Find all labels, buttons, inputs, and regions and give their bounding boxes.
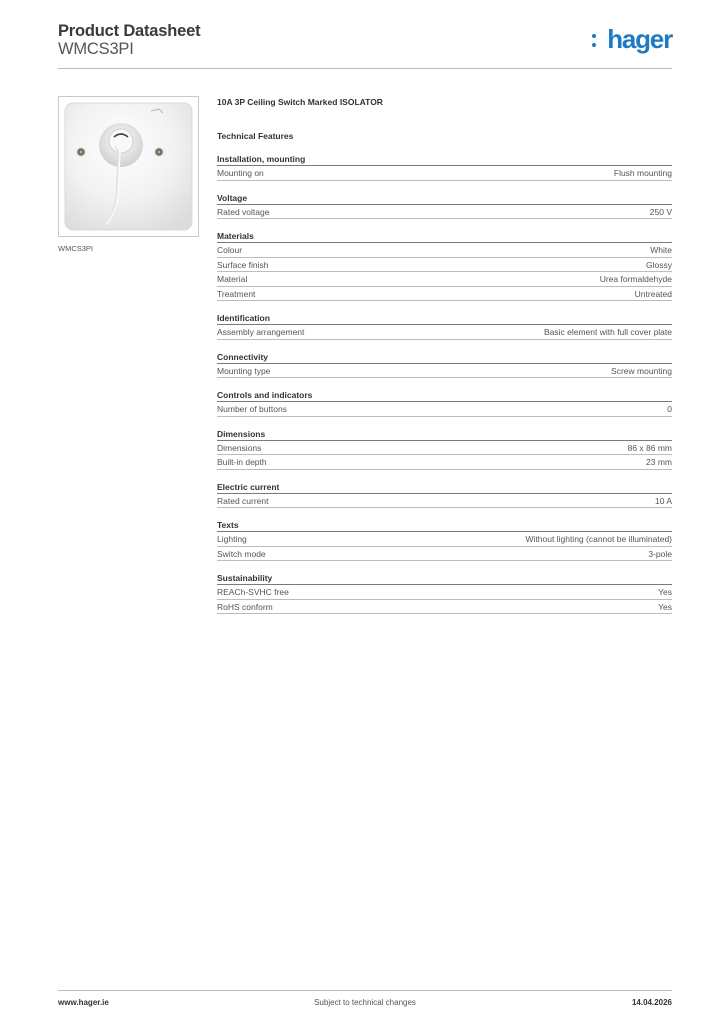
feature-value: Glossy (646, 259, 672, 270)
feature-row (217, 364, 672, 379)
feature-label: Number of buttons (217, 404, 287, 414)
feature-section (217, 519, 672, 561)
feature-row (217, 272, 672, 287)
section-title: Installation, mounting (217, 153, 672, 166)
feature-sections (217, 153, 672, 614)
feature-section (217, 481, 672, 509)
feature-label: RoHS conform (217, 601, 273, 612)
feature-value: 86 x 86 mm (627, 442, 672, 453)
feature-row (217, 325, 672, 340)
feature-value: Yes (658, 601, 672, 612)
ceiling-pull-switch-image (59, 97, 198, 236)
section-title: Materials (217, 230, 672, 243)
feature-value: Basic element with full cover plate (543, 327, 672, 337)
feature-label: Dimensions (217, 442, 262, 453)
image-caption: WMCS3PI (58, 244, 94, 253)
feature-value: 23 mm (646, 457, 672, 467)
feature-label: Mounting type (217, 365, 271, 376)
product-name: 10A 3P Ceiling Switch Marked ISOLATOR (217, 97, 383, 107)
header-divider (58, 68, 672, 69)
feature-section (217, 312, 672, 340)
feature-section (217, 389, 672, 417)
feature-row (217, 402, 672, 417)
feature-label: Assembly arrangement (217, 327, 305, 337)
feature-row (217, 166, 672, 181)
feature-label: Mounting on (217, 168, 264, 178)
feature-label: REACh-SVHC free (217, 587, 289, 597)
section-title: Connectivity (217, 351, 672, 364)
feature-row (217, 441, 672, 456)
feature-section (217, 230, 672, 301)
logo-text: hager (607, 24, 672, 54)
technical-features-heading: Technical Features (217, 131, 294, 141)
feature-row (217, 455, 672, 470)
logo-colon-icon (592, 34, 597, 52)
feature-label: Switch mode (217, 548, 266, 559)
feature-section (217, 192, 672, 220)
product-details (217, 96, 672, 614)
footer-website[interactable]: www.hager.ie (58, 998, 109, 1007)
feature-label: Treatment (217, 288, 256, 299)
footer-notice: Subject to technical changes (314, 998, 416, 1007)
feature-row (217, 287, 672, 302)
feature-value: Screw mounting (611, 365, 672, 376)
feature-section (217, 428, 672, 470)
section-title: Sustainability (217, 572, 672, 585)
footer-date: 14.04.2026 (631, 998, 672, 1007)
product-code: WMCS3PI (58, 40, 134, 58)
product-image (58, 96, 199, 237)
feature-section (217, 351, 672, 379)
feature-value: White (650, 245, 672, 255)
section-title: Texts (217, 519, 672, 532)
feature-label: Rated voltage (217, 206, 270, 217)
feature-row (217, 532, 672, 547)
feature-section (217, 572, 672, 614)
section-title: Controls and indicators (217, 389, 672, 402)
feature-label: Lighting (217, 534, 247, 544)
feature-value: Without lighting (cannot be illuminated) (525, 534, 672, 544)
feature-value: Urea formaldehyde (599, 274, 672, 284)
footer-divider (58, 990, 672, 991)
feature-value: Flush mounting (613, 168, 672, 178)
section-title: Dimensions (217, 428, 672, 441)
feature-row (217, 243, 672, 258)
feature-value: 10 A (654, 495, 672, 506)
feature-row (217, 547, 672, 562)
feature-row (217, 494, 672, 509)
feature-row (217, 600, 672, 615)
section-title: Identification (217, 312, 672, 325)
page-header (58, 20, 672, 68)
feature-label: Colour (217, 245, 243, 255)
section-title: Voltage (217, 192, 672, 205)
feature-label: Material (217, 274, 248, 284)
feature-value: Yes (658, 587, 672, 597)
feature-label: Built-in depth (217, 457, 267, 467)
feature-value: 250 V (649, 206, 672, 217)
feature-row (217, 205, 672, 220)
page-title: Product Datasheet (58, 22, 201, 40)
feature-value: 0 (667, 404, 672, 414)
hager-logo (592, 24, 672, 58)
feature-section (217, 153, 672, 181)
feature-value: 3-pole (648, 548, 672, 559)
feature-row (217, 585, 672, 600)
feature-value: Untreated (634, 288, 672, 299)
feature-label: Rated current (217, 495, 269, 506)
section-title: Electric current (217, 481, 672, 494)
feature-label: Surface finish (217, 259, 269, 270)
feature-row (217, 258, 672, 273)
